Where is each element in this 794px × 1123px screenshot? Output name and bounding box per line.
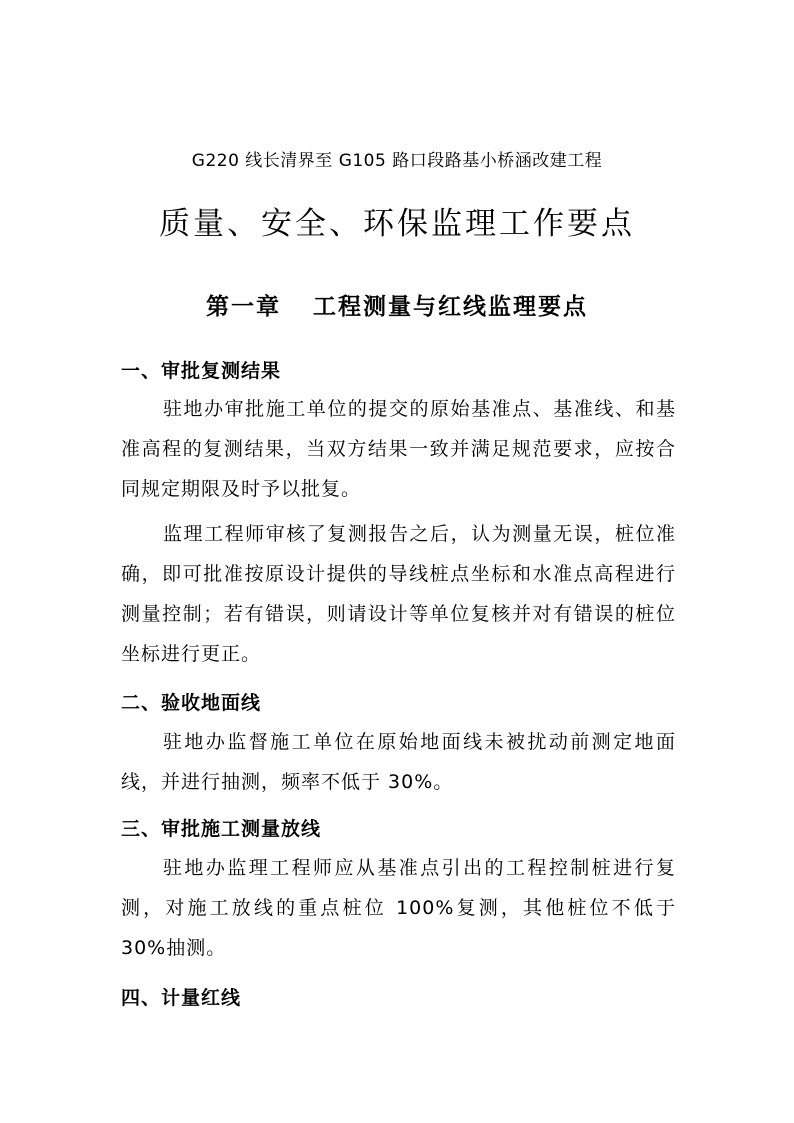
section-2-paragraph-1: 驻地办监督施工单位在原始地面线未被扰动前测定地面线，并进行抽测，频率不低于 30%。 [121,731,676,793]
chapter-number: 第一章 [206,294,281,320]
chapter-title: 工程测量与红线监理要点 [313,294,588,320]
section-1-paragraph-2: 监理工程师审核了复测报告之后，认为测量无误，桩位准确，即可批准按原设计提供的导线桩点坐标和水准点高程进行测量控制；若有错误，则请设计等单位复核并对有错误的桩位坐标进行更正。 [121,523,676,665]
document-title: 质量、安全、环保监理工作要点 [159,206,635,242]
section-heading-1: 一、审批复测结果 [121,360,282,382]
project-title: G220 线长清界至 G105 路口段路基小桥涵改建工程 [191,151,603,171]
section-heading-3: 三、审批施工测量放线 [121,818,322,840]
chapter-heading [0,288,794,321]
section-heading-4: 四、计量红线 [121,987,242,1009]
section-heading-2: 二、验收地面线 [121,692,262,714]
section-3-paragraph-1: 驻地办监理工程师应从基准点引出的工程控制桩进行复测，对施工放线的重点桩位 100%复测，其他桩位不低于 30%抽测。 [121,857,676,959]
section-1-paragraph-1: 驻地办审批施工单位的提交的原始基准点、基准线、和基准高程的复测结果，当双方结果一致并满足规范要求，应按合同规定期限及时予以批复。 [121,398,676,500]
